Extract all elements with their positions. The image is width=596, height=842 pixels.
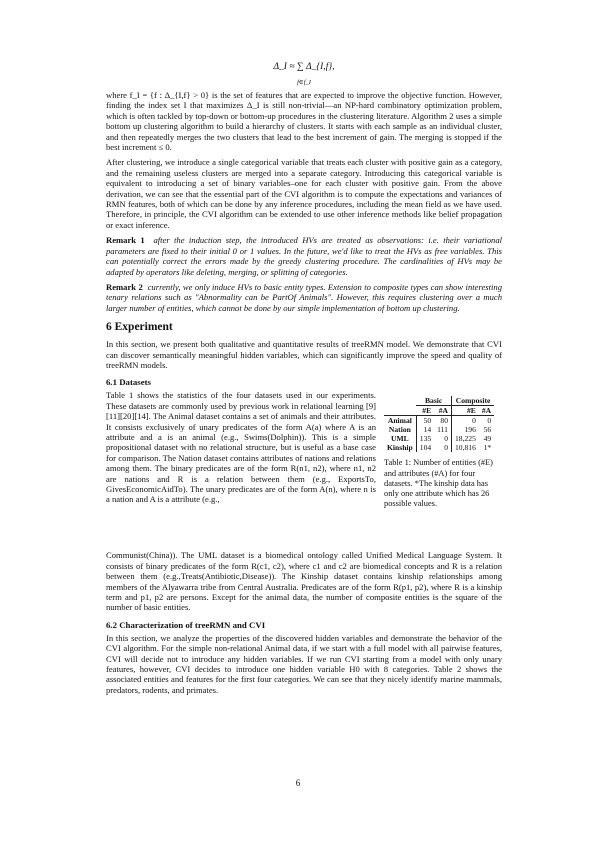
- characterization-text: In this section, we analyze the properties of the discovered hidden variables and demonstrate the behavior of the CVI algorithm. For the simple non-relational Animal data, if we start with a full model with all pairwise features, CVI will decide not to introduce any hidden variables. If we run CVI starting from a model with only unary features, however, CVI decides to introduce one hidden variable H0 with 8 categories. Table 2 shows the associated entities and features for the first four categories. We can see that they nicely identify marine mammals, predators, rodents, and primates.: [106, 632, 502, 695]
- table-cell: 1*: [483, 443, 492, 453]
- subsection-heading-datasets: 6.1 Datasets: [106, 377, 151, 388]
- remark-1: [106, 235, 502, 277]
- datasets-text-left: Table 1 shows the statistics of the four datasets used in our experiments. These datasets are commonly used by previous work in relational learning [9][11][20][14]. The Animal dataset contains a set of animals and their attributes. It consists exclusively of unary predicates of the form A(a) where A is an attribute and a is an animal (e.g., Swims(Dolphin)). This is a simple propositional dataset with no relational structure, but is useful as a base case for comparison. The Nation dataset contains attributes of nations and relations among them. The binary predicates are of the form R(n1, n2), where n1, n2 are nations and R is a relation between them (e.g., ExportsTo, GivesEconomicAidTo). The unary predicates are of the form A(n), where n is a nation and A is a attribute (e.g.,: [106, 390, 376, 505]
- table-cell: 111: [437, 425, 448, 435]
- datasets-text-full: Communist(China)). The UML dataset is a biomedical ontology called Unified Medical Language System. It consists of binary predicates of the form R(c1, c2), where c1 and c2 are biomedical concepts and R is a relation between them (e.g.,Treats(Antibiotic,Disease)). The Kinship dataset contains kinship relationships among members of the Alyawarra tribe from Central Australia. Predicates are of the form R(p1, p2), where R is a kinship term and p1, p2 are persons. Except for the animal data, the number of composite entities is the square of the number of basic entities.: [106, 550, 502, 613]
- remark-2-text: currently, we only induce HVs to basic entity types. Extension to composite types can show interesting tenary relations such as "Abnormality can be PartOf Animals". However, this requires clustering over a much larger number of entities, which cannot be done by our simple implementation of bottom up clustering.: [106, 281, 502, 313]
- table-cell: 80: [440, 416, 448, 426]
- table-cell: 0: [444, 443, 448, 453]
- table-row: [384, 425, 494, 434]
- table-cell: 0: [444, 434, 448, 444]
- remark-1-text: after the induction step, the introduced HVs are treated as observations: i.e. their variational parameters are fixed to their initial 0 or 1 values. In the future, we'd like to treat the HVs as free variables. This can potentially correct the errors made by the greedy clustering procedure. The cardinalities of HVs may be adapted by operators like deleting, merging, or splitting of categories.: [106, 235, 503, 277]
- row-label: UML: [384, 434, 416, 443]
- subsection-heading-characterization: 6.2 Characterization of treeRMN and CVI: [106, 619, 266, 630]
- datasets-block: [106, 390, 502, 550]
- section-heading: 6 Experiment: [106, 321, 173, 334]
- paragraph-2: After clustering, we introduce a single categorical variable that treats each cluster with positive gain as a category, and the remaining useless clusters are merged into a separate category. Introducing this categorical variable is equivalent to introducing a set of binary variables–one for each cluster with positive gain. From the above derivation, we can see that the essential part of the CVI algorithm is to compute the expectations and variances of RMN features, both of which can be done by any inference procedures, including the mean field as we have used. Therefore, in principle, the CVI algorithm can be extended to use other inference methods like belief propagation or exact inference.: [106, 157, 502, 230]
- table-header-composite: Composite: [451, 396, 494, 406]
- equation: [106, 60, 502, 90]
- table-cell: 14: [423, 425, 432, 435]
- equation-main: Δ_I ≈ ∑ Δ_{I,f},: [273, 62, 335, 72]
- page-number: 6: [295, 778, 301, 788]
- table-cell: 0: [451, 416, 478, 426]
- table-1-container: [384, 396, 504, 509]
- table-cell: 0: [487, 416, 492, 426]
- page-body: [106, 60, 502, 695]
- table-header-basic: Basic: [416, 396, 451, 406]
- table-cell: 56: [483, 425, 492, 435]
- table-cell: 135: [419, 434, 432, 444]
- table-1-caption: Table 1: Number of entities (#E) and attributes (#A) for four datasets. *The kinship data has only one attribute which has 26 possible values.: [384, 458, 493, 509]
- table-cell: 50: [423, 416, 432, 426]
- equation-subscript: f∈f_I: [297, 79, 311, 86]
- row-label: Kinship: [384, 443, 416, 452]
- table-col-header: #E: [422, 406, 432, 416]
- table-cell: 104: [419, 443, 432, 453]
- remark-2-label: Remark 2: [106, 281, 143, 292]
- section-intro: In this section, we present both qualitative and quantitative results of treeRMN model. We demonstrate that CVI can discover semantically meaningful hidden variables, which can significantly improve the speed and quality of treeRMN models.: [106, 339, 502, 370]
- table-1: [384, 396, 494, 452]
- row-label: Nation: [384, 425, 416, 434]
- row-label: Animal: [384, 416, 416, 426]
- table-cell: 10,816: [451, 443, 478, 452]
- remark-2: [106, 282, 502, 313]
- table-col-header: #A: [438, 406, 448, 416]
- table-row: [384, 416, 494, 426]
- table-col-header: #E: [451, 406, 478, 416]
- table-col-header: #A: [481, 406, 492, 416]
- table-cell: 18,225: [451, 434, 478, 443]
- table-cell: 49: [483, 434, 492, 444]
- remark-1-label: Remark 1: [106, 235, 145, 246]
- paragraph-1: where f_I = {f : Δ_{I,f} > 0} is the set of features that are expected to improve the objective function. However, finding the index set I that maximizes Δ_I is still non-trivial—an NP-hard combinatory optimization problem, which is often tackled by top-down or bottom-up procedures in the clustering literature. Algorithm 2 uses a simple bottom up clustering algorithm to build a hierarchy of clusters. It starts with each sample as an individual cluster, and then repeatedly merges the two clusters that lead to the best increment of gain. The merging is stopped if the best increment ≤ 0.: [106, 90, 502, 153]
- table-row: [384, 434, 494, 443]
- table-cell: 196: [451, 425, 478, 434]
- table-row: [384, 443, 494, 452]
